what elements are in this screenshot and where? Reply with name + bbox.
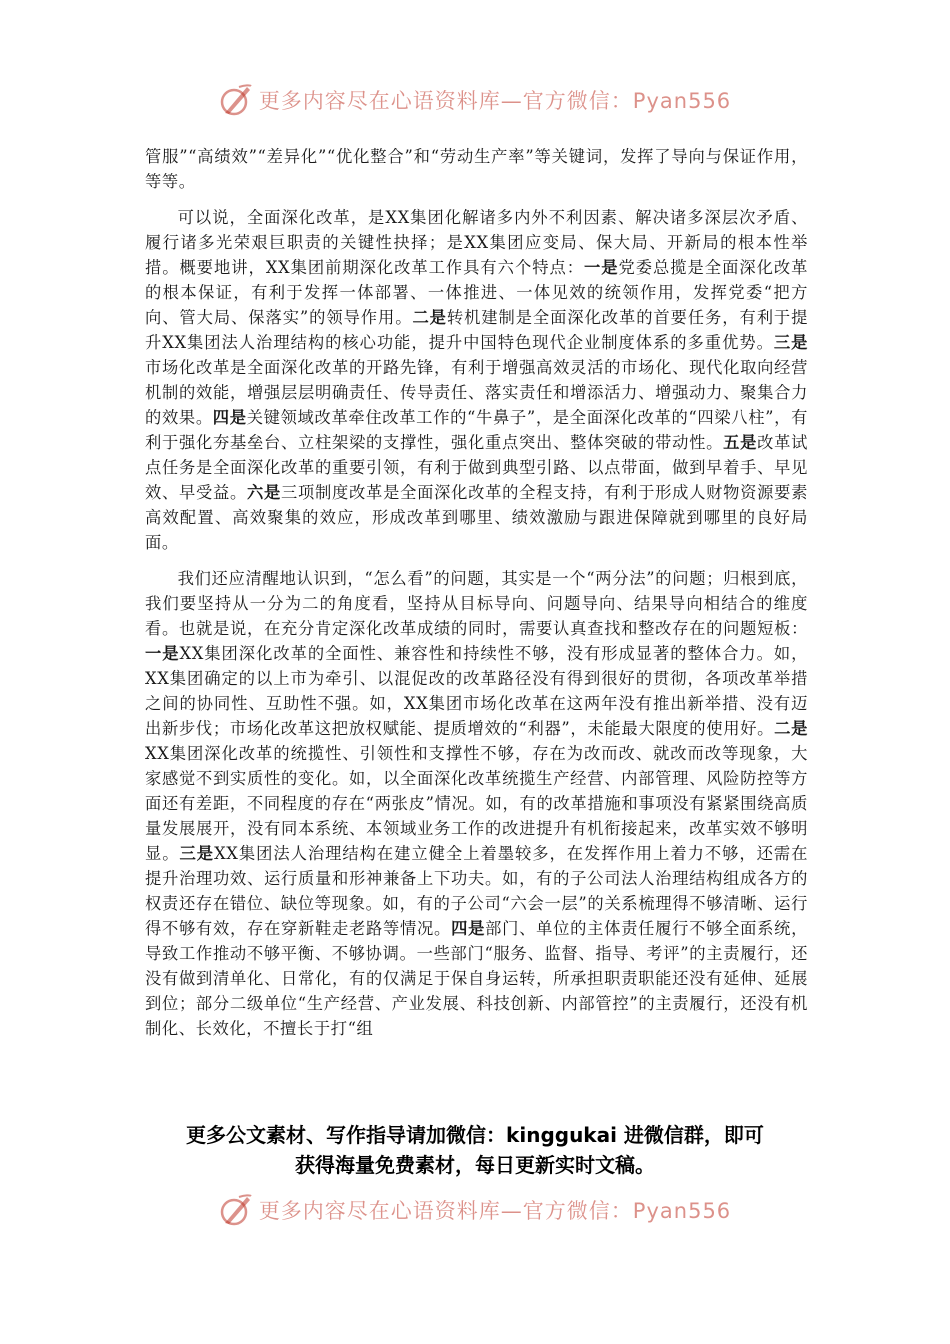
text-run: 党委总揽是全面深化改革的根本保证，有利于发挥一体部署、一体推进、一体见效的统领作用，发挥党委“把方向、管大局、保落实”的领导作用。 xyxy=(145,258,808,327)
text-run: 三项制度改革是全面深化改革的全程支持，有利于形成人财物资源要素高效配置、高效聚集的效应，形成改革到哪里、绩效激励与跟进保障就到哪里的良好局面。 xyxy=(145,483,809,552)
watermark-banner-top xyxy=(0,80,950,120)
ordinal-marker: 二是 xyxy=(412,308,447,327)
ordinal-marker: 一是 xyxy=(145,644,180,663)
paragraph-continuation xyxy=(145,144,808,194)
watermark-text: 更多内容尽在心语资料库—官方微信：Pyan556 xyxy=(258,89,732,113)
promo-line-2: 获得海量免费素材，每日更新实时文稿。 xyxy=(295,1153,655,1177)
text-run: 管服”“高绩效”“差异化”“优化整合”和“劳动生产率”等关键词，发挥了导向与保证作用，等等。 xyxy=(145,147,808,191)
ordinal-marker: 三是 xyxy=(179,844,215,863)
text-run: 改革试点任务是全面深化改革的重要引领，有利于做到典型引路、以点带面，做到早着手、早见效、早受益。 xyxy=(145,433,808,502)
ordinal-marker: 一是 xyxy=(583,258,619,277)
text-run: XX集团深化改革的全面性、兼容性和持续性不够，没有形成显著的整体合力。如，XX集团确定的以上市为牵引、以混促改的改革路径没有得到很好的贯彻，各项改革举措之间的协同性、互助性不强。如，XX集团市场化改革在这两年没有推出新举措、没有迈出新步伐；市场化改革这把放权赋能、提质增效的“利器”，未能最大限度的使用好。 xyxy=(145,644,809,738)
text-run: XX集团深化改革的统揽性、引领性和支撑性不够，存在为改而改、就改而改等现象，大家感觉不到实质性的变化。如，以全面深化改革统揽生产经营、内部管理、风险防控等方面还有差距，不同程度的存在“两张皮”情况。如，有的改革措施和事项没有紧紧围绕高质量发展展开，没有同本系统、本领域业务工作的改进提升有机衔接起来，改革实效不够明显。 xyxy=(145,744,808,863)
ordinal-marker: 四是 xyxy=(212,408,247,427)
ordinal-marker: 六是 xyxy=(247,483,282,502)
ordinal-marker: 四是 xyxy=(451,919,486,938)
text-run: 部门、单位的主体责任履行不够全面系统，导致工作推动不够平衡、不够协调。一些部门“服务、监督、指导、考评”的主责履行，还没有做到清单化、日常化，有的仅满足于保自身运转，所承担职责职能还没有延伸、延展到位；部分二级单位“生产经营、产业发展、科技创新、内部管控”的主责履行，还没有机制化、长效化，不擅长于打“组 xyxy=(145,919,809,1038)
text-run: XX集团法人治理结构在建立健全上着墨较多，在发挥作用上着力不够，还需在提升治理功效、运行质量和形神兼备上下功夫。如，有的子公司法人治理结构组成各方的权责还存在错位、缺位等现象。如，有的子公司“六会一层”的关系梳理得不够清晰、运行得不够有效，存在穿新鞋走老路等情况。 xyxy=(145,844,809,938)
text-run: 市场化改革是全面深化改革的开路先锋，有利于增强高效灵活的市场化、现代化取向经营机制的效能，增强层层明确责任、传导责任、落实责任和增添活力、增强动力、聚集合力的效果。 xyxy=(145,358,808,427)
ordinal-marker: 三是 xyxy=(773,333,809,352)
text-run: 我们还应清醒地认识到，“怎么看”的问题，其实是一个“两分法”的问题；归根到底，我们要坚持从一分为二的角度看，坚持从目标导向、问题导向、结果导向相结合的维度看。也就是说，在充分肯定深化改革成绩的同时，需要认真查找和整改存在的问题短板： xyxy=(145,569,808,638)
ordinal-marker: 二是 xyxy=(774,719,808,738)
paragraph-reform-features xyxy=(145,205,808,555)
promo-line-1: 更多公文素材、写作指导请加微信：kinggukai 进微信群，即可 xyxy=(186,1123,764,1147)
quill-logo-icon xyxy=(219,1193,253,1227)
watermark-banner-bottom xyxy=(0,1190,950,1230)
text-run: 关键领域改革牵住改革工作的“牛鼻子”，是全面深化改革的“四梁八柱”，有利于强化夯基垒台、立柱架梁的支撑性，强化重点突出、整体突破的带动性。 xyxy=(145,408,808,452)
ordinal-marker: 五是 xyxy=(723,433,758,452)
paragraph-problems xyxy=(145,566,808,1041)
document-body xyxy=(145,144,808,1041)
promo-notice xyxy=(0,1120,950,1180)
text-run: 可以说，全面深化改革，是XX集团化解诸多内外不利因素、解决诸多深层次矛盾、履行诸多光荣艰巨职责的关键性抉择；是XX集团应变局、保大局、开新局的根本性举措。概要地讲，XX集团前期深化改革工作具有六个特点： xyxy=(145,208,808,277)
watermark-text: 更多内容尽在心语资料库—官方微信：Pyan556 xyxy=(258,1199,732,1223)
text-run: 转机建制是全面深化改革的首要任务，有利于提升XX集团法人治理结构的核心功能，提升中国特色现代企业制度体系的多重优势。 xyxy=(145,308,808,352)
quill-logo-icon xyxy=(219,83,253,117)
